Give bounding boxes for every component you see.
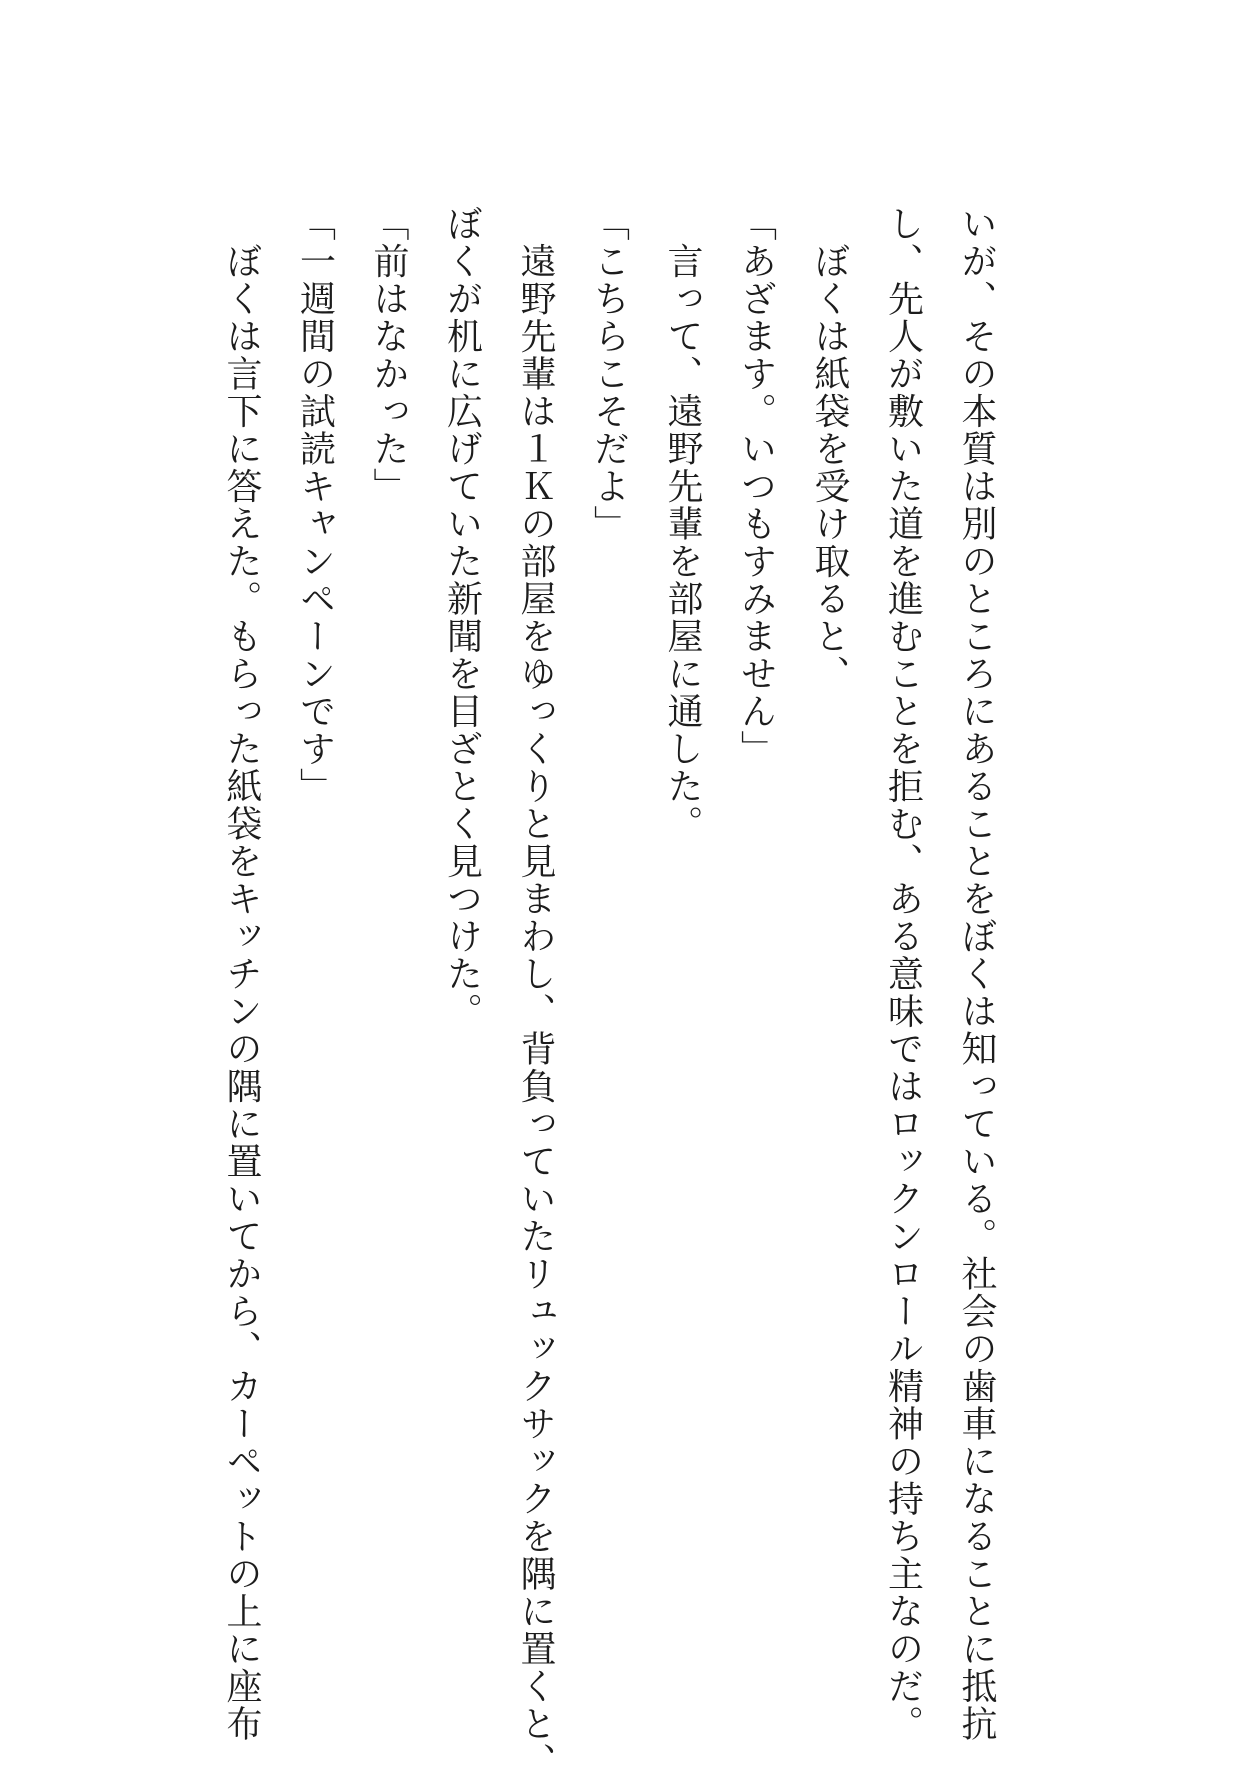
text-line: 「前はなかった」 [368, 205, 409, 505]
text-line: 「あざます。いつもすみません」 [735, 205, 777, 768]
text-line: 遠野先輩は１Ｋの部屋をゆっくりと見まわし、背負っていたリュックサックを隅に置くと、 [515, 205, 556, 1780]
text-line: ぼくは言下に答えた。もらった紙袋をキッチンの隅に置いてから、カーペットの上に座布 [221, 205, 262, 1743]
vertical-text-body [205, 205, 1014, 1780]
text-line: ぼくが机に広げていた新聞を目ざとく見つけた。 [441, 205, 483, 1030]
text-line: 「こちらこそだよ」 [588, 205, 630, 543]
text-line: 「一週間の試読キャンペーンです」 [294, 205, 336, 805]
text-line: ぼくは紙袋を受け取ると、 [809, 205, 850, 693]
text-line: 言って、遠野先輩を部屋に通した。 [662, 205, 703, 843]
text-line: し、先人が敷いた道を進むことを拒む、ある意味ではロックンロール精神の持ち主なのだ。 [882, 205, 924, 1743]
text-line: いが、その本質は別のところにあることをぼくは知っている。社会の歯車になることに抵抗 [956, 205, 997, 1743]
